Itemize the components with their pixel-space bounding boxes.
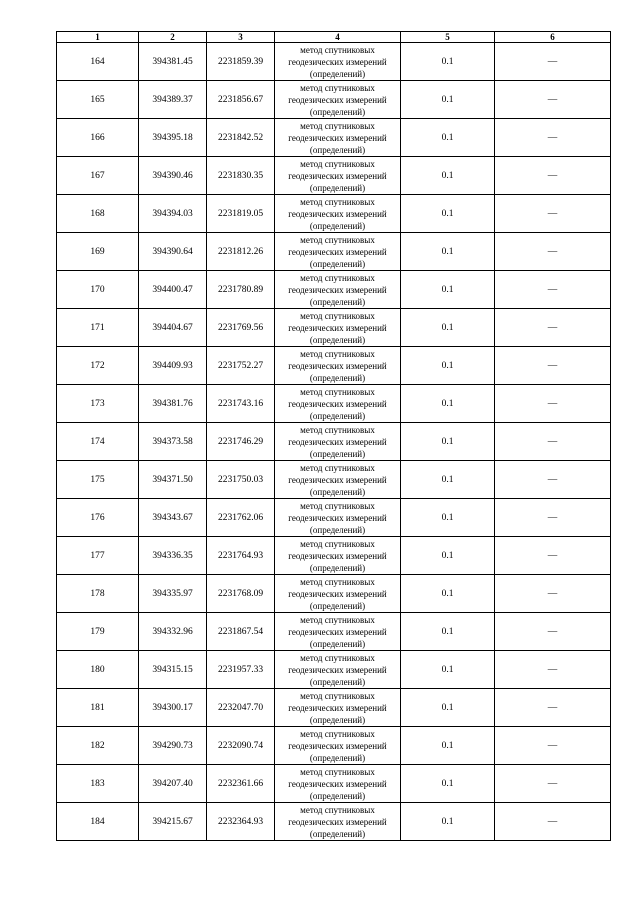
coordinate-y-cell: 2232090.74	[207, 727, 275, 765]
coordinate-y-cell: 2232364.93	[207, 803, 275, 841]
method-cell: метод спутниковых геодезических измерений (определений)	[275, 385, 401, 423]
note-cell: —	[495, 347, 611, 385]
method-cell: метод спутниковых геодезических измерений (определений)	[275, 689, 401, 727]
point-number-cell: 171	[57, 309, 139, 347]
table-row	[57, 803, 611, 841]
accuracy-cell: 0.1	[401, 43, 495, 81]
method-cell: метод спутниковых геодезических измерений (определений)	[275, 765, 401, 803]
note-cell: —	[495, 613, 611, 651]
method-cell: метод спутниковых геодезических измерений (определений)	[275, 81, 401, 119]
note-cell: —	[495, 727, 611, 765]
table-row	[57, 81, 611, 119]
method-cell: метод спутниковых геодезических измерений (определений)	[275, 423, 401, 461]
point-number-cell: 178	[57, 575, 139, 613]
note-cell: —	[495, 689, 611, 727]
coordinate-x-cell: 394395.18	[139, 119, 207, 157]
table-row	[57, 689, 611, 727]
coordinate-x-cell: 394400.47	[139, 271, 207, 309]
note-cell: —	[495, 119, 611, 157]
accuracy-cell: 0.1	[401, 271, 495, 309]
accuracy-cell: 0.1	[401, 423, 495, 461]
point-number-cell: 173	[57, 385, 139, 423]
header-col-3: 3	[207, 32, 275, 43]
header-col-1: 1	[57, 32, 139, 43]
point-number-cell: 169	[57, 233, 139, 271]
method-cell: метод спутниковых геодезических измерений (определений)	[275, 575, 401, 613]
note-cell: —	[495, 385, 611, 423]
coordinate-x-cell: 394389.37	[139, 81, 207, 119]
coordinate-x-cell: 394381.76	[139, 385, 207, 423]
header-col-5: 5	[401, 32, 495, 43]
accuracy-cell: 0.1	[401, 803, 495, 841]
accuracy-cell: 0.1	[401, 499, 495, 537]
table-row	[57, 309, 611, 347]
accuracy-cell: 0.1	[401, 81, 495, 119]
point-number-cell: 167	[57, 157, 139, 195]
table-header	[57, 32, 611, 43]
note-cell: —	[495, 309, 611, 347]
table-row	[57, 385, 611, 423]
point-number-cell: 180	[57, 651, 139, 689]
method-cell: метод спутниковых геодезических измерений (определений)	[275, 613, 401, 651]
coordinate-x-cell: 394390.46	[139, 157, 207, 195]
table-row	[57, 765, 611, 803]
point-number-cell: 168	[57, 195, 139, 233]
coordinate-x-cell: 394336.35	[139, 537, 207, 575]
coordinate-x-cell: 394409.93	[139, 347, 207, 385]
accuracy-cell: 0.1	[401, 765, 495, 803]
method-cell: метод спутниковых геодезических измерений (определений)	[275, 119, 401, 157]
table-row	[57, 651, 611, 689]
coordinate-y-cell: 2232047.70	[207, 689, 275, 727]
coordinate-x-cell: 394332.96	[139, 613, 207, 651]
method-cell: метод спутниковых геодезических измерений (определений)	[275, 43, 401, 81]
point-number-cell: 170	[57, 271, 139, 309]
accuracy-cell: 0.1	[401, 575, 495, 613]
coordinate-y-cell: 2231746.29	[207, 423, 275, 461]
table-row	[57, 271, 611, 309]
coordinate-x-cell: 394390.64	[139, 233, 207, 271]
point-number-cell: 164	[57, 43, 139, 81]
method-cell: метод спутниковых геодезических измерений (определений)	[275, 537, 401, 575]
point-number-cell: 184	[57, 803, 139, 841]
coordinate-x-cell: 394373.58	[139, 423, 207, 461]
coordinates-table	[56, 31, 611, 841]
point-number-cell: 174	[57, 423, 139, 461]
coordinate-x-cell: 394207.40	[139, 765, 207, 803]
coordinate-y-cell: 2231764.93	[207, 537, 275, 575]
accuracy-cell: 0.1	[401, 385, 495, 423]
coordinate-y-cell: 2231819.05	[207, 195, 275, 233]
method-cell: метод спутниковых геодезических измерений (определений)	[275, 347, 401, 385]
coordinate-y-cell: 2231830.35	[207, 157, 275, 195]
point-number-cell: 183	[57, 765, 139, 803]
accuracy-cell: 0.1	[401, 309, 495, 347]
note-cell: —	[495, 499, 611, 537]
method-cell: метод спутниковых геодезических измерений (определений)	[275, 651, 401, 689]
point-number-cell: 166	[57, 119, 139, 157]
table-row	[57, 575, 611, 613]
coordinate-y-cell: 2231812.26	[207, 233, 275, 271]
point-number-cell: 165	[57, 81, 139, 119]
note-cell: —	[495, 271, 611, 309]
method-cell: метод спутниковых геодезических измерений (определений)	[275, 309, 401, 347]
accuracy-cell: 0.1	[401, 537, 495, 575]
point-number-cell: 172	[57, 347, 139, 385]
table-row	[57, 157, 611, 195]
method-cell: метод спутниковых геодезических измерений (определений)	[275, 461, 401, 499]
coordinate-y-cell: 2231859.39	[207, 43, 275, 81]
note-cell: —	[495, 765, 611, 803]
coordinate-x-cell: 394335.97	[139, 575, 207, 613]
point-number-cell: 181	[57, 689, 139, 727]
table-row	[57, 119, 611, 157]
method-cell: метод спутниковых геодезических измерений (определений)	[275, 271, 401, 309]
coordinate-y-cell: 2232361.66	[207, 765, 275, 803]
coordinate-x-cell: 394343.67	[139, 499, 207, 537]
coordinate-y-cell: 2231780.89	[207, 271, 275, 309]
method-cell: метод спутниковых геодезических измерений (определений)	[275, 157, 401, 195]
table-row	[57, 347, 611, 385]
accuracy-cell: 0.1	[401, 461, 495, 499]
table-row	[57, 233, 611, 271]
coordinate-y-cell: 2231752.27	[207, 347, 275, 385]
point-number-cell: 175	[57, 461, 139, 499]
accuracy-cell: 0.1	[401, 157, 495, 195]
coordinate-x-cell: 394371.50	[139, 461, 207, 499]
note-cell: —	[495, 575, 611, 613]
coordinate-x-cell: 394394.03	[139, 195, 207, 233]
note-cell: —	[495, 43, 611, 81]
note-cell: —	[495, 423, 611, 461]
table-row	[57, 461, 611, 499]
coordinate-y-cell: 2231856.67	[207, 81, 275, 119]
note-cell: —	[495, 233, 611, 271]
coordinate-x-cell: 394300.17	[139, 689, 207, 727]
accuracy-cell: 0.1	[401, 119, 495, 157]
method-cell: метод спутниковых геодезических измерений (определений)	[275, 803, 401, 841]
table-row	[57, 727, 611, 765]
coordinate-y-cell: 2231743.16	[207, 385, 275, 423]
coordinate-x-cell: 394404.67	[139, 309, 207, 347]
method-cell: метод спутниковых геодезических измерений (определений)	[275, 499, 401, 537]
accuracy-cell: 0.1	[401, 727, 495, 765]
note-cell: —	[495, 651, 611, 689]
table-row	[57, 499, 611, 537]
note-cell: —	[495, 81, 611, 119]
coordinate-y-cell: 2231750.03	[207, 461, 275, 499]
coordinate-y-cell: 2231762.06	[207, 499, 275, 537]
method-cell: метод спутниковых геодезических измерений (определений)	[275, 727, 401, 765]
coordinate-x-cell: 394381.45	[139, 43, 207, 81]
table-row	[57, 195, 611, 233]
header-col-6: 6	[495, 32, 611, 43]
point-number-cell: 176	[57, 499, 139, 537]
accuracy-cell: 0.1	[401, 613, 495, 651]
point-number-cell: 182	[57, 727, 139, 765]
table-row	[57, 613, 611, 651]
header-col-2: 2	[139, 32, 207, 43]
coordinate-y-cell: 2231842.52	[207, 119, 275, 157]
coordinate-x-cell: 394315.15	[139, 651, 207, 689]
table-body	[57, 43, 611, 841]
table-row	[57, 423, 611, 461]
coordinate-y-cell: 2231769.56	[207, 309, 275, 347]
note-cell: —	[495, 803, 611, 841]
header-row	[57, 32, 611, 43]
accuracy-cell: 0.1	[401, 651, 495, 689]
method-cell: метод спутниковых геодезических измерений (определений)	[275, 195, 401, 233]
note-cell: —	[495, 537, 611, 575]
note-cell: —	[495, 461, 611, 499]
note-cell: —	[495, 157, 611, 195]
table-row	[57, 537, 611, 575]
coordinate-y-cell: 2231957.33	[207, 651, 275, 689]
coordinate-x-cell: 394215.67	[139, 803, 207, 841]
header-col-4: 4	[275, 32, 401, 43]
method-cell: метод спутниковых геодезических измерений (определений)	[275, 233, 401, 271]
table-row	[57, 43, 611, 81]
accuracy-cell: 0.1	[401, 347, 495, 385]
point-number-cell: 179	[57, 613, 139, 651]
coordinate-y-cell: 2231867.54	[207, 613, 275, 651]
accuracy-cell: 0.1	[401, 195, 495, 233]
coordinate-y-cell: 2231768.09	[207, 575, 275, 613]
accuracy-cell: 0.1	[401, 689, 495, 727]
coordinate-x-cell: 394290.73	[139, 727, 207, 765]
point-number-cell: 177	[57, 537, 139, 575]
accuracy-cell: 0.1	[401, 233, 495, 271]
note-cell: —	[495, 195, 611, 233]
